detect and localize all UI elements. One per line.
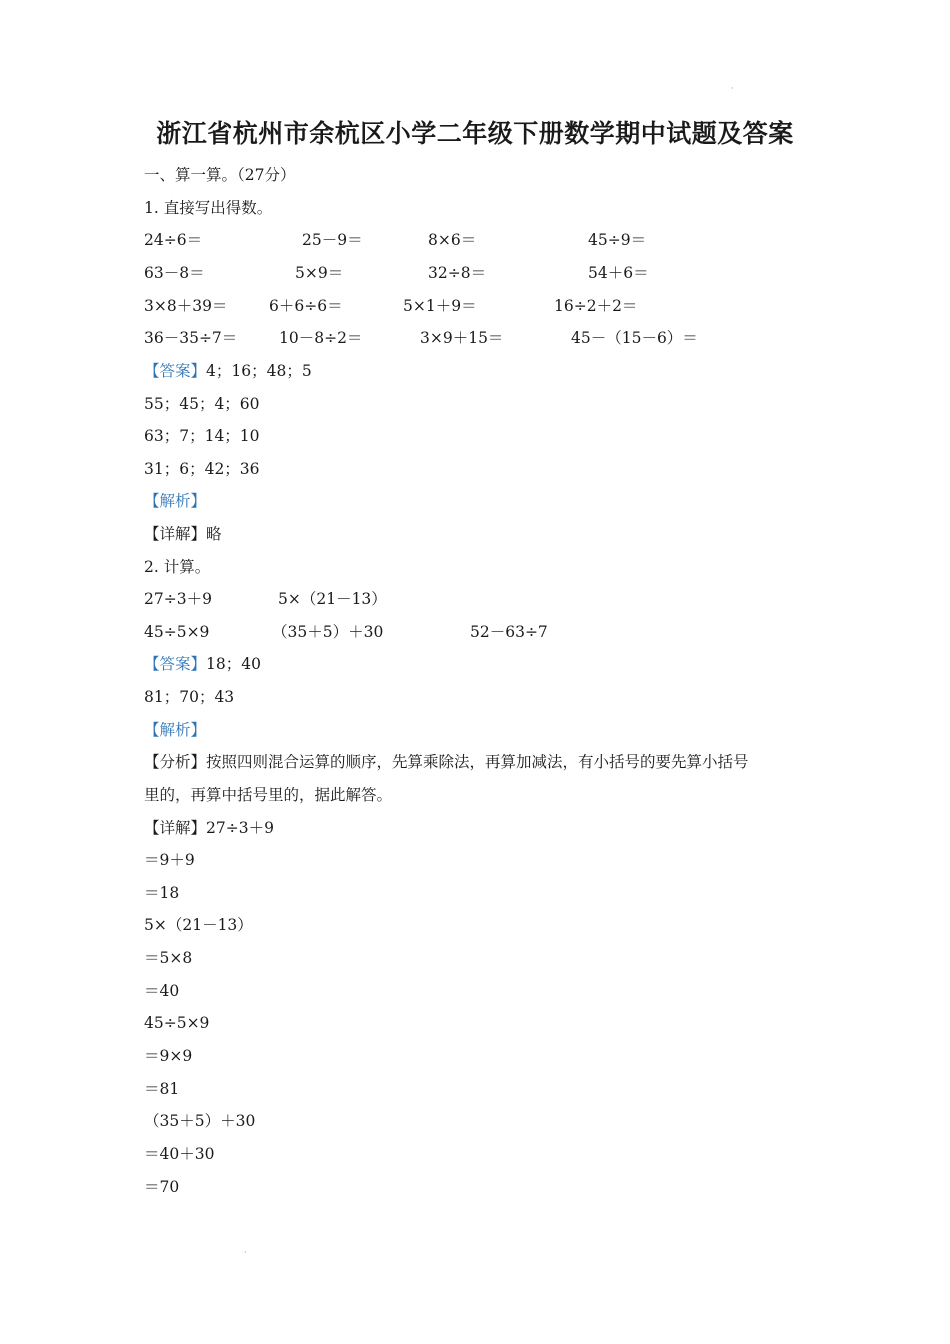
q1-problem: 45－（15－6）＝ <box>571 329 698 347</box>
answer-tag: 【答案】 <box>144 655 207 673</box>
corner-mark-bottom: · <box>244 1248 247 1257</box>
q1-problem: 63－8＝ <box>144 264 205 282</box>
q1-problem: 3×8＋39＝ <box>144 297 228 315</box>
q2-fenxi-line <box>144 751 749 773</box>
solution-step: ＝70 <box>144 1178 180 1196</box>
q1-problem: 5×9＝ <box>295 264 344 282</box>
q2-problem: 52－63÷7 <box>470 623 548 641</box>
q1-problem: 36－35÷7＝ <box>144 329 238 347</box>
detail-tag: 【详解】 <box>144 525 207 543</box>
q1-problem: 3×9＋15＝ <box>420 329 504 347</box>
q1-problem: 10－8÷2＝ <box>279 329 363 347</box>
answer-text: 18；40 <box>206 655 261 673</box>
answer-tag: 【答案】 <box>144 362 207 380</box>
solution-step: 5×（21－13） <box>144 916 253 934</box>
analysis-tag: 【解析】 <box>144 721 207 739</box>
q1-problem: 8×6＝ <box>428 231 477 249</box>
solution-step: ＝18 <box>144 884 180 902</box>
solution-step: 45÷5×9 <box>144 1014 210 1032</box>
q1-answer-line <box>144 360 312 382</box>
fenxi-text: 里的，再算中括号里的，据此解答。 <box>144 786 393 804</box>
q2-problem: 27÷3＋9 <box>144 590 212 608</box>
fenxi-tag: 【分析】 <box>144 753 207 771</box>
solution-step: ＝9＋9 <box>144 851 195 869</box>
detail-expression: 27÷3＋9 <box>206 819 274 837</box>
q2-detail-line <box>144 817 274 839</box>
question-1-label: 1. 直接写出得数。 <box>144 199 273 217</box>
q1-problem: 6＋6÷6＝ <box>269 297 343 315</box>
q1-problem: 45÷9＝ <box>588 231 647 249</box>
answer-text: 31；6；42；36 <box>144 460 260 478</box>
q1-problem: 24÷6＝ <box>144 231 203 249</box>
solution-step: ＝81 <box>144 1080 180 1098</box>
page-title: 浙江省杭州市余杭区小学二年级下册数学期中试题及答案 <box>156 119 794 148</box>
q2-problem: （35＋5）＋30 <box>272 623 384 641</box>
q1-problem: 25－9＝ <box>302 231 363 249</box>
answer-text: 81；70；43 <box>144 688 235 706</box>
solution-step: ＝40 <box>144 982 180 1000</box>
detail-text: 略 <box>206 525 222 543</box>
solution-step: ＝40＋30 <box>144 1145 215 1163</box>
solution-step: ＝9×9 <box>144 1047 193 1065</box>
solution-step: ＝5×8 <box>144 949 193 967</box>
q1-problem: 16÷2＋2＝ <box>554 297 638 315</box>
answer-text: 4；16；48；5 <box>206 362 312 380</box>
q1-problem: 32÷8＝ <box>428 264 487 282</box>
q2-problem: 45÷5×9 <box>144 623 210 641</box>
detail-tag: 【详解】 <box>144 819 207 837</box>
q2-problem: 5×（21－13） <box>278 590 387 608</box>
corner-mark-top: · <box>731 84 734 93</box>
q1-problem: 5×1＋9＝ <box>403 297 477 315</box>
fenxi-text: 按照四则混合运算的顺序，先算乘除法，再算加减法，有小括号的要先算小括号 <box>206 753 749 771</box>
q1-detail-line <box>144 523 222 545</box>
question-2-label: 2. 计算。 <box>144 558 211 576</box>
answer-text: 55；45；4；60 <box>144 395 260 413</box>
answer-text: 63；7；14；10 <box>144 427 260 445</box>
q2-answer-line <box>144 653 261 675</box>
solution-step: （35＋5）＋30 <box>144 1112 256 1130</box>
q1-problem: 54＋6＝ <box>588 264 649 282</box>
section-heading: 一、算一算。（27分） <box>144 166 296 184</box>
analysis-tag: 【解析】 <box>144 492 207 510</box>
